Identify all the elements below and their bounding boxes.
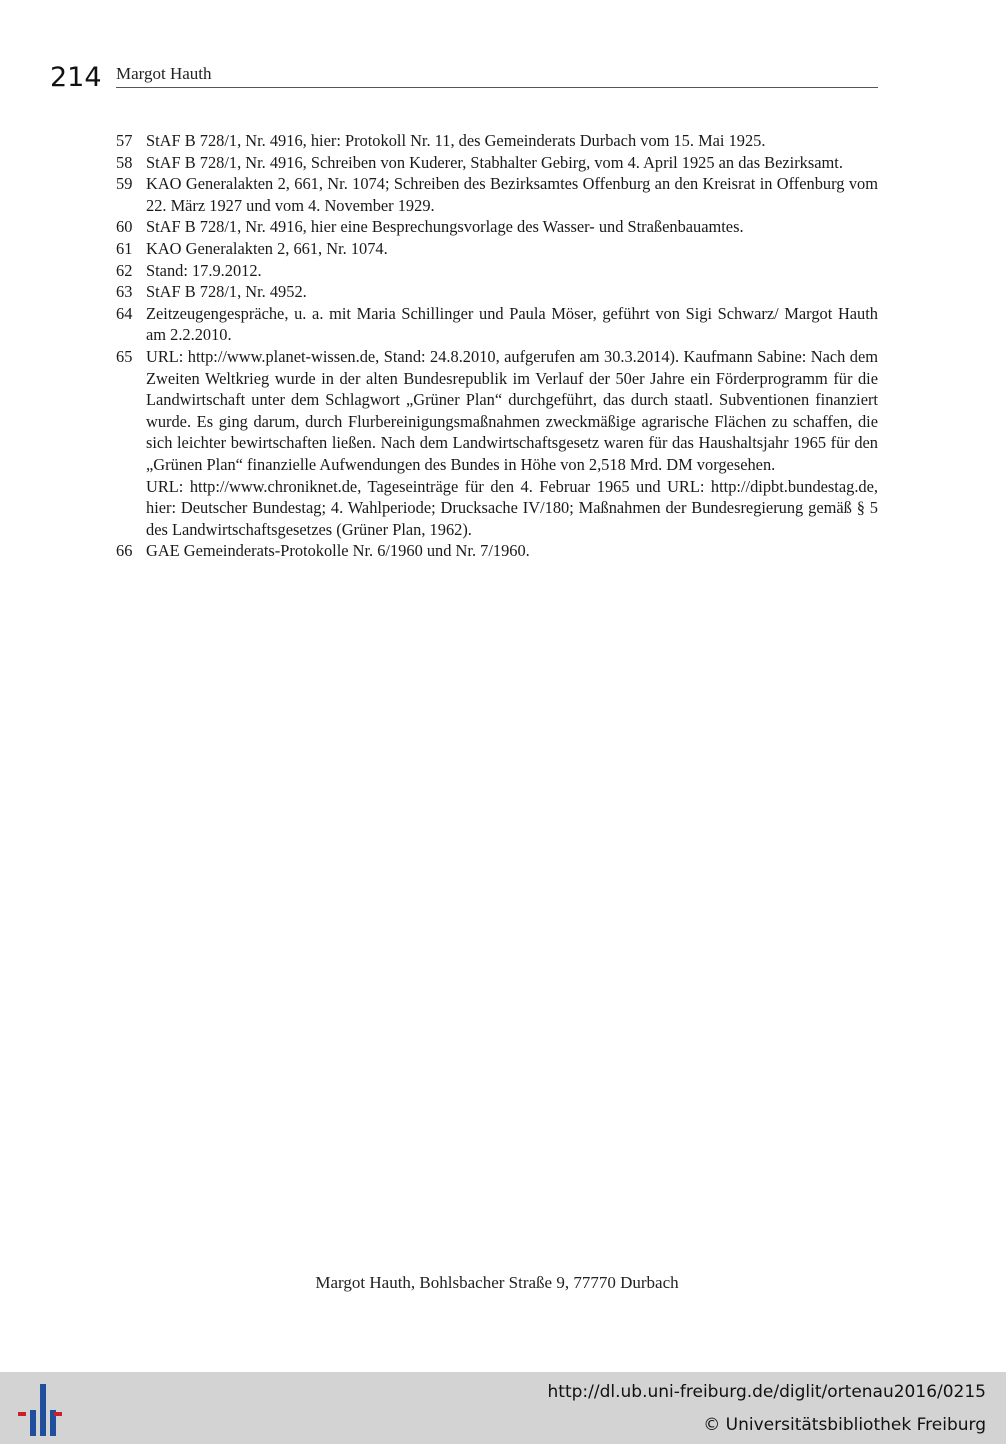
footnote-number: 65 bbox=[116, 346, 133, 366]
footnote-paragraph: URL: http://www.planet-wissen.de, Stand: 24.8.2010, aufgerufen am 30.3.2014). Kaufmann Sabine: Nach dem Zweiten Weltkrieg wurde in der alten Bundesrepublik im Verlauf der 50er Jahre ein Förderprogramm für die Landwirtschaft unter dem Schlagwort „Grüner Plan“ durchgeführt, das durch staatl. Subventionen finanziert wurde. Es ging darum, durch Flurbereinigungsmaßnahmen zweckmäßige agrarische Flächen zu schaffen, die sich leichter bewirtschaften ließen. Nach dem Landwirtschaftsgesetz waren für das Haushaltsjahr 1965 für den „Grünen Plan“ finanzielle Aufwendungen des Bundes in Höhe von 2,518 Mrd. DM vorgesehen. bbox=[146, 346, 878, 474]
footer-bar bbox=[0, 1372, 1006, 1444]
footnote-number: 63 bbox=[116, 282, 133, 302]
footnote-item bbox=[116, 238, 878, 260]
footnote-paragraph: KAO Generalakten 2, 661, Nr. 1074. bbox=[146, 238, 388, 258]
footnote-number: 59 bbox=[116, 174, 133, 194]
footer-url-link[interactable]: http://dl.ub.uni-freiburg.de/diglit/ortenau2016/0215 bbox=[547, 1382, 986, 1402]
footnote-number: 66 bbox=[116, 541, 133, 561]
footnote-item bbox=[116, 130, 878, 152]
footnote-paragraph: URL: http://www.chroniknet.de, Tageseinträge für den 4. Februar 1965 und URL: http://dipbt.bundestag.de, hier: Deutscher Bundestag; 4. Wahlperiode; Drucksache IV/180; Maßnahmen der Bundesregierung gemäß § 5 des Landwirtschaftsgesetzes (Grüner Plan, 1962). bbox=[146, 476, 878, 539]
footnote-number: 64 bbox=[116, 303, 133, 323]
footnote-paragraph: GAE Gemeinderats-Protokolle Nr. 6/1960 und Nr. 7/1960. bbox=[146, 541, 530, 561]
footnote-text bbox=[146, 173, 878, 216]
footnote-number: 62 bbox=[116, 260, 133, 280]
footnote-item bbox=[116, 540, 878, 562]
footnote-number: 61 bbox=[116, 238, 133, 258]
footnote-text bbox=[146, 540, 878, 562]
footer-copyright: © Universitätsbibliothek Freiburg bbox=[703, 1415, 986, 1435]
ub-freiburg-logo-icon bbox=[14, 1384, 64, 1436]
footnote-number: 57 bbox=[116, 131, 133, 150]
footnote-paragraph: StAF B 728/1, Nr. 4916, hier: Protokoll Nr. 11, des Gemeinderats Durbach vom 15. Mai 1925. bbox=[146, 131, 766, 150]
footnote-text bbox=[146, 303, 878, 346]
footnotes-list bbox=[116, 130, 878, 562]
footnote-paragraph: KAO Generalakten 2, 661, Nr. 1074; Schreiben des Bezirksamtes Offenburg an den Kreisrat in Offenburg vom 22. März 1927 und vom 4. November 1929. bbox=[146, 174, 878, 215]
footnote-text bbox=[146, 260, 878, 282]
footnote-item bbox=[116, 303, 878, 346]
footnote-text bbox=[146, 281, 878, 303]
footnote-text bbox=[146, 346, 878, 540]
footnote-text bbox=[146, 216, 878, 238]
footnote-item bbox=[116, 173, 878, 216]
footnote-number: 58 bbox=[116, 152, 133, 172]
header-rule bbox=[116, 87, 878, 88]
footnote-paragraph: StAF B 728/1, Nr. 4952. bbox=[146, 282, 307, 302]
footnote-paragraph: StAF B 728/1, Nr. 4916, hier eine Besprechungsvorlage des Wasser- und Straßenbauamtes. bbox=[146, 217, 744, 237]
footnote-number: 60 bbox=[116, 217, 133, 237]
footnote-text bbox=[146, 238, 878, 260]
footnote-paragraph: Stand: 17.9.2012. bbox=[146, 260, 262, 280]
footnote-item bbox=[116, 346, 878, 540]
author-address: Margot Hauth, Bohlsbacher Straße 9, 77770 Durbach bbox=[315, 1273, 679, 1292]
footnote-text bbox=[146, 130, 878, 152]
footnote-item bbox=[116, 152, 878, 174]
footnote-item bbox=[116, 260, 878, 282]
footnote-text bbox=[146, 152, 878, 174]
footnote-item bbox=[116, 216, 878, 238]
footnote-item bbox=[116, 281, 878, 303]
page-number: 214 bbox=[50, 62, 102, 93]
footnote-paragraph: StAF B 728/1, Nr. 4916, Schreiben von Kuderer, Stabhalter Gebirg, vom 4. April 1925 an das Bezirksamt. bbox=[146, 152, 843, 172]
footnote-paragraph: Zeitzeugengespräche, u. a. mit Maria Schillinger und Paula Möser, geführt von Sigi Schwarz/ Margot Hauth am 2.2.2010. bbox=[146, 303, 878, 345]
running-head: Margot Hauth bbox=[116, 64, 212, 83]
